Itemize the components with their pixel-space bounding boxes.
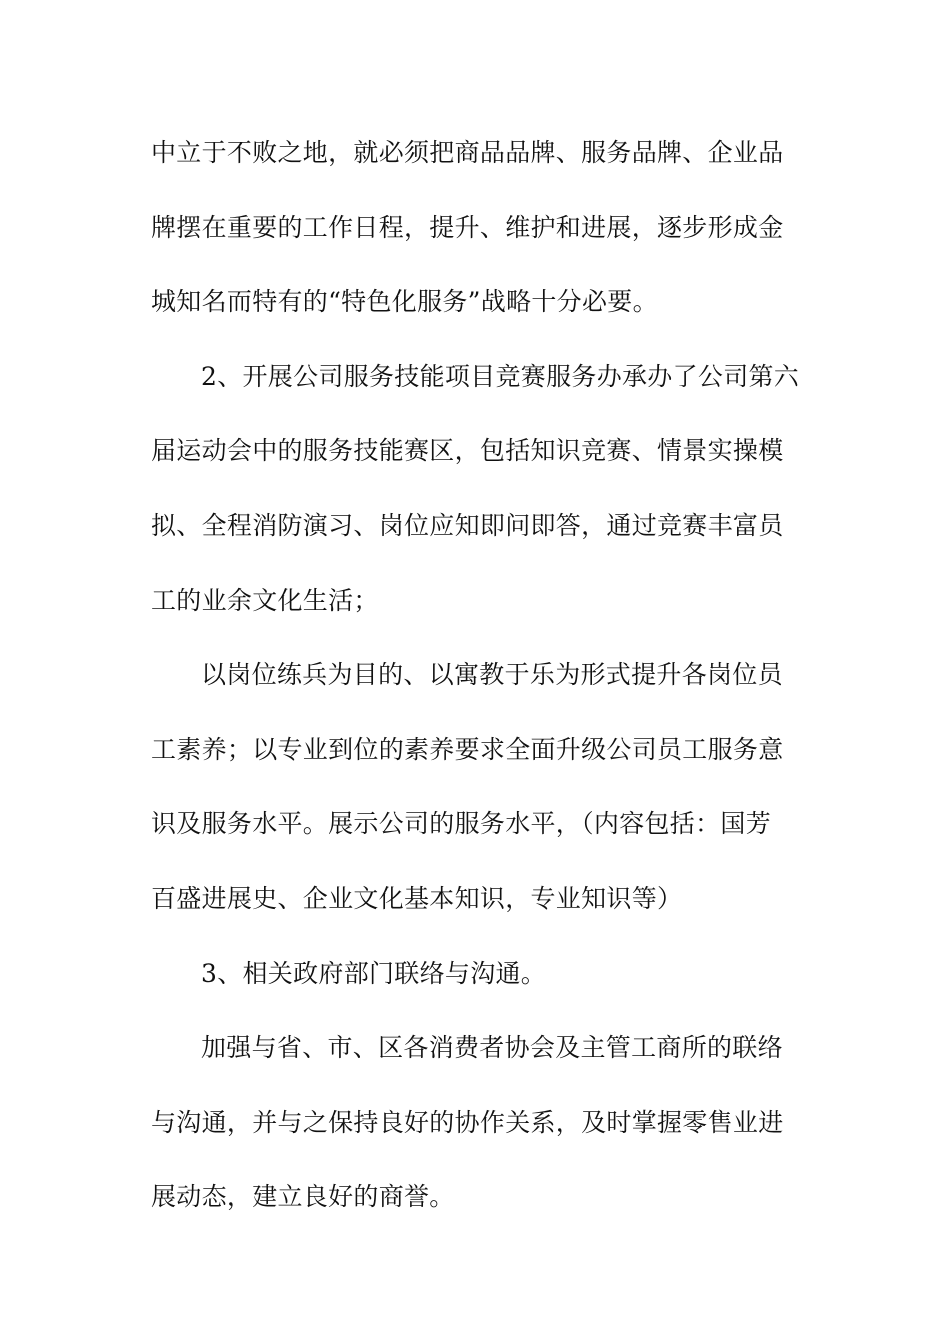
text-line: 拟、全程消防演习、岗位应知即问即答，通过竞赛丰富员 [151, 510, 784, 540]
section-heading-3: 3、相关政府部门联络与沟通。 [201, 958, 547, 988]
text-line: 届运动会中的服务技能赛区，包括知识竞赛、情景实操模 [151, 436, 784, 466]
text-line: 工素养；以专业到位的素养要求全面升级公司员工服务意 [151, 734, 784, 764]
document-body [151, 127, 811, 1246]
text-line: 百盛进展史、企业文化基本知识，专业知识等） [151, 883, 683, 913]
paragraph-start: 加强与省、市、区各消费者协会及主管工商所的联络 [201, 1033, 783, 1063]
section-heading-2: 2、开展公司服务技能项目竞赛服务办承办了公司第六 [201, 361, 800, 391]
paragraph-start: 以岗位练兵为目的、以寓教于乐为形式提升各岗位员 [201, 660, 783, 690]
text-line: 识及服务水平。展示公司的服务水平，（内容包括：国芳 [151, 809, 772, 839]
text-line: 展动态，建立良好的商誉。 [151, 1182, 455, 1212]
text-line: 工的业余文化生活； [151, 585, 379, 615]
text-line: 牌摆在重要的工作日程，提升、维护和进展，逐步形成金 [151, 212, 784, 242]
text-line: 与沟通，并与之保持良好的协作关系，及时掌握零售业进 [151, 1107, 784, 1137]
text-line: 中立于不败之地，就必须把商品品牌、服务品牌、企业品 [151, 138, 784, 167]
text-line: 城知名而特有的“特色化服务”战略十分必要。 [151, 287, 658, 317]
